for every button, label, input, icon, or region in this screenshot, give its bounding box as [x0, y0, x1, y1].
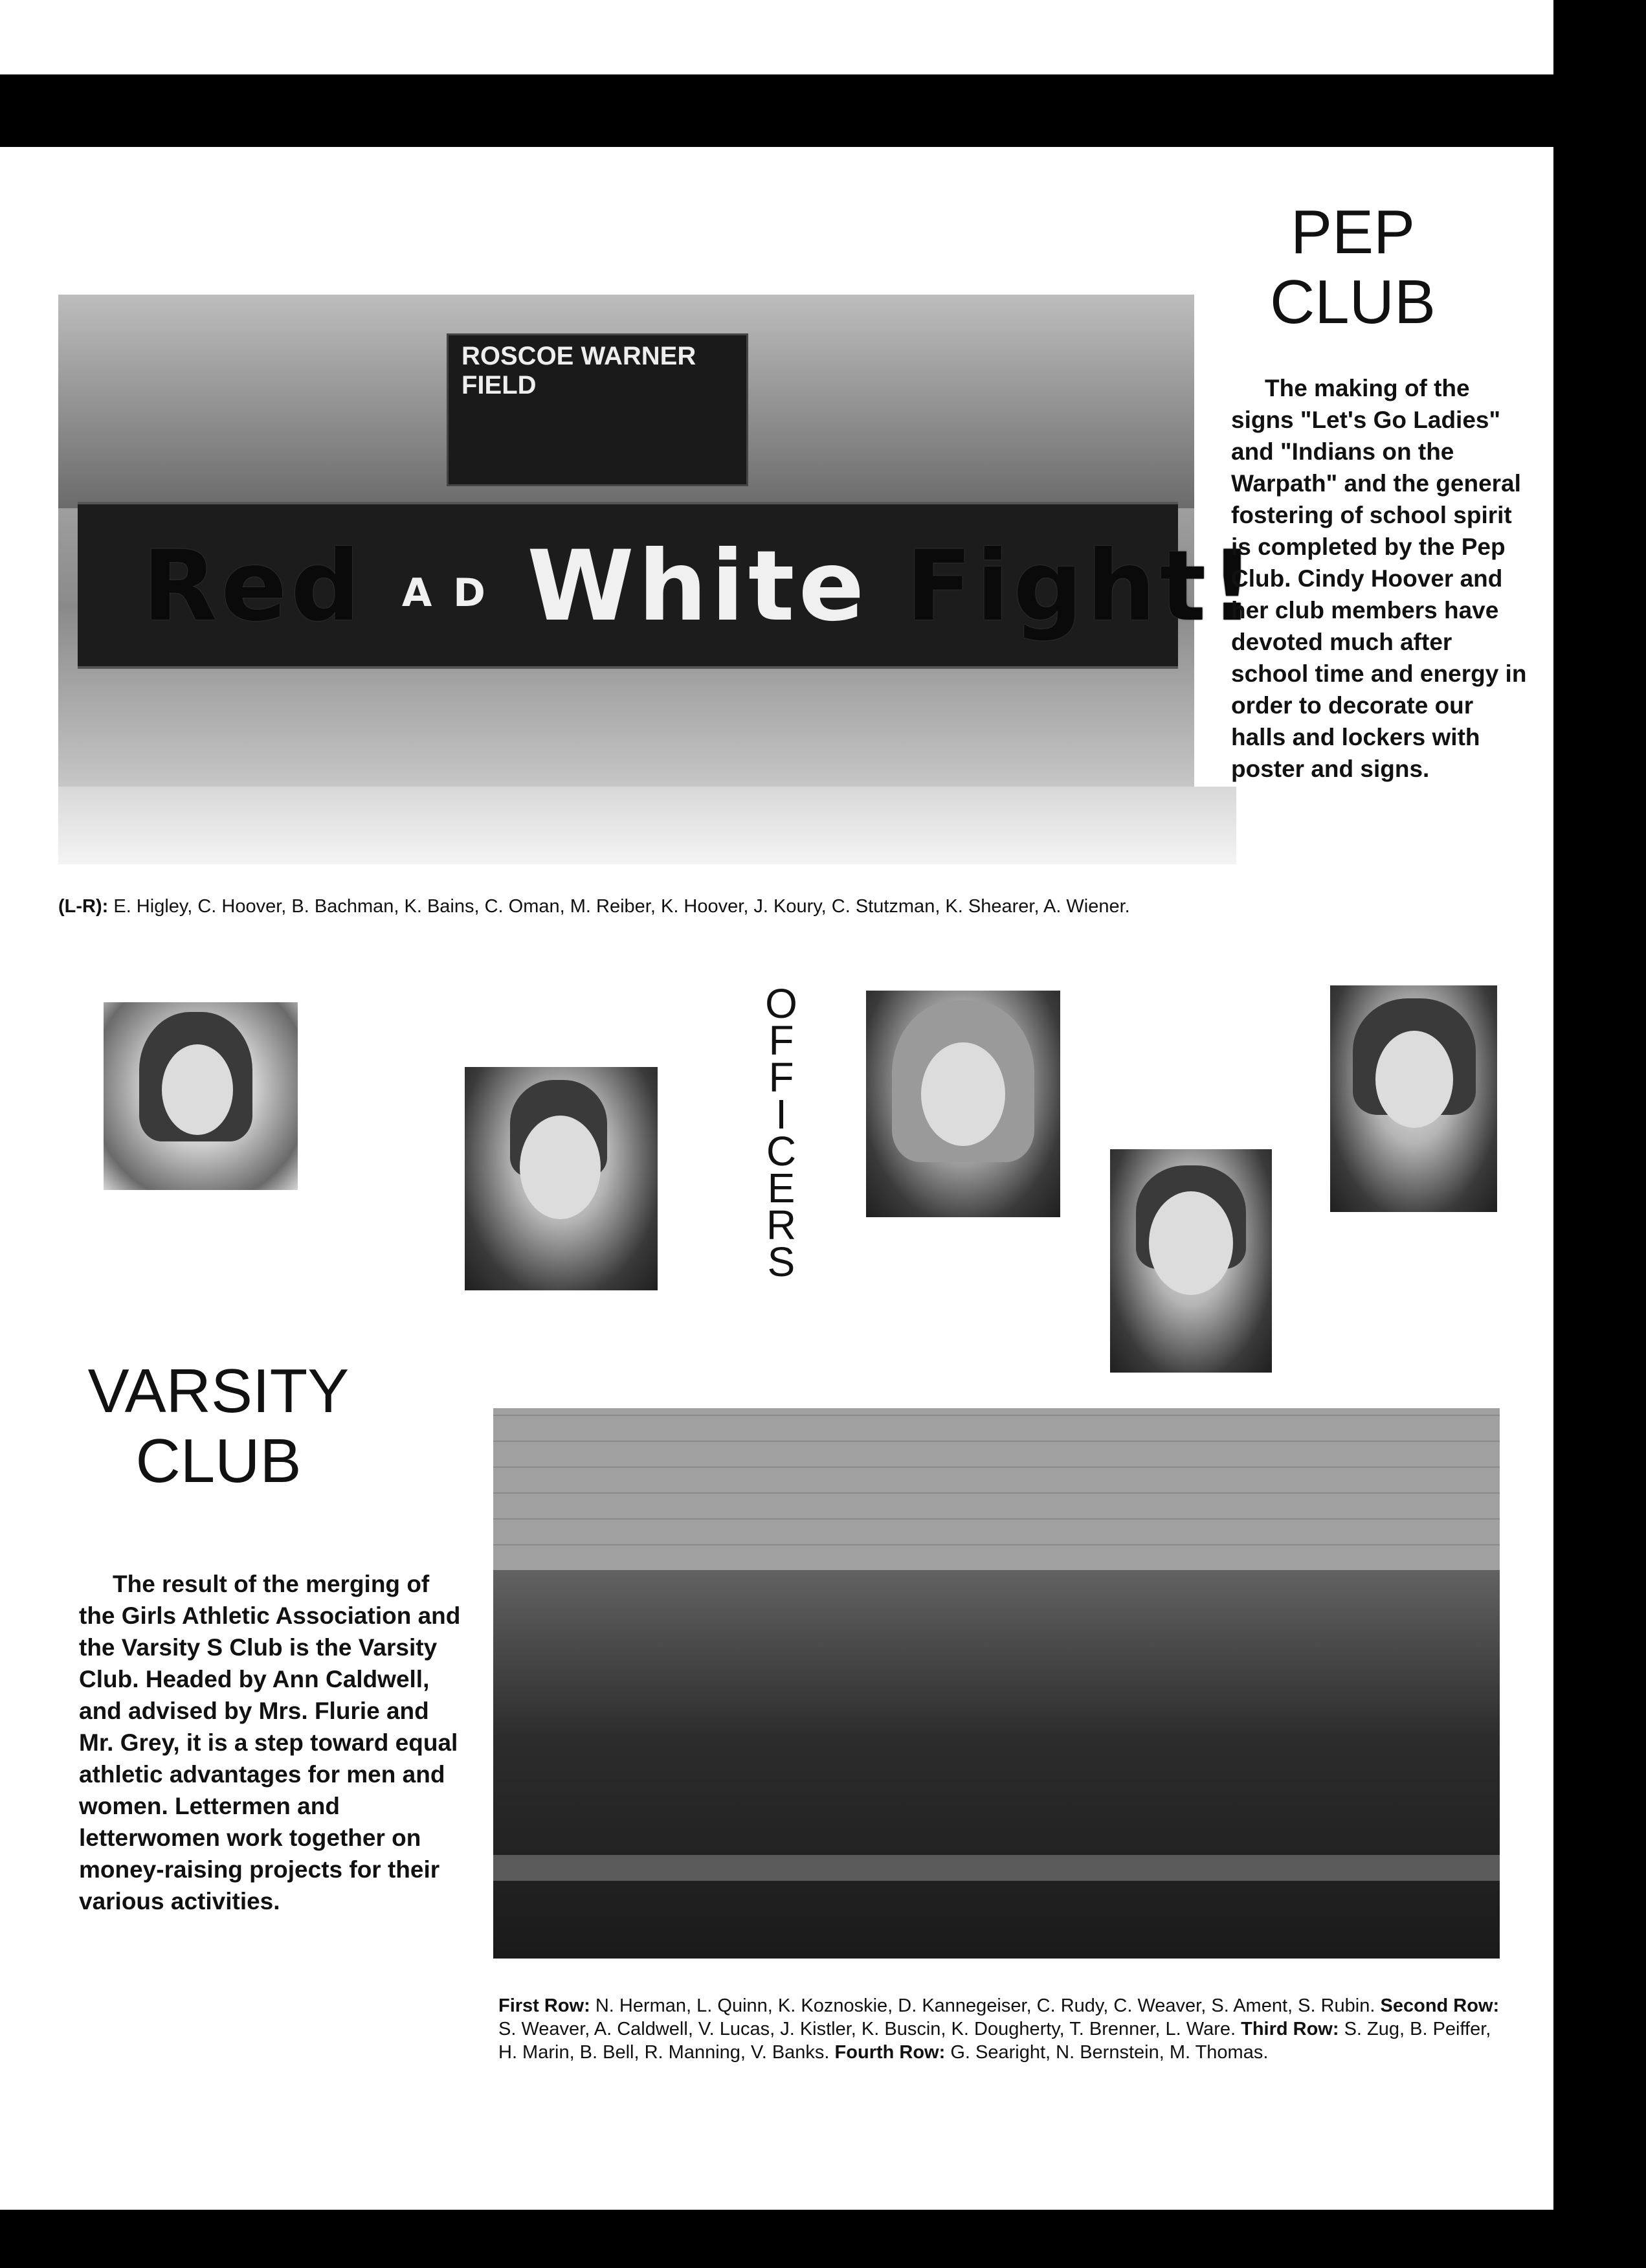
varsity-club-caption	[498, 1994, 1502, 2064]
officers-letter: I	[775, 1091, 787, 1138]
spirit-banner	[78, 502, 1258, 669]
varsity-club-heading	[65, 1356, 372, 1496]
third-row-names: S. Zug, B. Peiffer, H. Marin, B. Bell, R. Manning, V. Banks.	[498, 2019, 1491, 2063]
third-row-label: Third Row:	[1241, 2019, 1339, 2039]
pep-club-photo	[58, 295, 1258, 864]
pep-club-heading-line1: PEP	[1290, 197, 1416, 267]
bleacher	[493, 1855, 1500, 1881]
page-top-border	[0, 74, 1646, 147]
second-row-names: S. Weaver, A. Caldwell, V. Lucas, J. Kistler, K. Buscin, K. Dougherty, T. Brenner, L. Ware.	[498, 2019, 1236, 2039]
officer-portrait-4	[1110, 1149, 1272, 1373]
officer-portrait-3	[866, 991, 1060, 1217]
banner-text	[142, 530, 1258, 643]
snow-ground	[58, 787, 1236, 864]
officers-letter: F	[768, 1017, 794, 1064]
scoreboard	[447, 333, 748, 486]
fourth-row-names: G. Searight, N. Bernstein, M. Thomas.	[945, 2042, 1269, 2063]
officer-portrait-5	[1330, 985, 1497, 1212]
pep-club-heading	[1230, 197, 1476, 337]
page-bottom-border	[0, 2210, 1646, 2268]
officer-portrait-2	[465, 1067, 658, 1290]
officers-vertical-label	[755, 980, 807, 1285]
banner-word-fight: Fight!	[906, 530, 1258, 643]
officer-portrait-1	[104, 1002, 298, 1190]
officers-letter: O	[765, 980, 797, 1027]
gym-wall	[493, 1408, 1500, 1570]
varsity-club-body: The result of the merging of the Girls Athletic Association and the Varsity S Club is the Varsity Club. Headed by Ann Caldwell, and advised by Mrs. Flurie and Mr. Grey, it is a step toward equal athletic advantages for men and women. Lettermen and letterwomen work together on money-raising projects for their various activities.	[79, 1571, 461, 1914]
varsity-club-heading-line2: CLUB	[135, 1426, 302, 1496]
pep-club-body: The making of the signs "Let's Go Ladies" and "Indians on the Warpath" and the general fostering of school spirit is completed by the Pep Club. Cindy Hoover and her club members have devoted much after school time and energy in order to decorate our halls and lockers with poster and signs.	[1231, 375, 1527, 782]
officers-letter: F	[768, 1054, 794, 1101]
page-right-border	[1553, 0, 1646, 2268]
varsity-club-heading-line1: VARSITY	[87, 1356, 350, 1426]
pep-club-caption	[58, 895, 1197, 918]
banner-and: A D	[401, 570, 489, 616]
varsity-club-photo	[493, 1408, 1500, 1959]
pep-club-heading-line2: CLUB	[1269, 267, 1436, 337]
pep-caption-label: (L-R):	[58, 896, 109, 917]
first-row-label: First Row:	[498, 1995, 590, 2016]
banner-word-red: Red	[142, 530, 364, 643]
banner-word-white: White	[527, 530, 869, 643]
pep-caption-names: E. Higley, C. Hoover, B. Bachman, K. Bains, C. Oman, M. Reiber, K. Hoover, J. Koury, C. Stutzman, K. Shearer, A. Wiener.	[108, 896, 1130, 917]
scoreboard-label: ROSCOE WARNER FIELD	[462, 342, 696, 399]
second-row-label: Second Row:	[1380, 1995, 1500, 2016]
officers-letter: S	[767, 1239, 795, 1285]
officers-letter: C	[766, 1128, 797, 1174]
officers-letter: R	[766, 1202, 797, 1248]
fourth-row-label: Fourth Row:	[834, 2042, 946, 2063]
first-row-names: N. Herman, L. Quinn, K. Koznoskie, D. Kannegeiser, C. Rudy, C. Weaver, S. Ament, S. Rubin.	[590, 1995, 1375, 2016]
officers-letter: E	[767, 1165, 795, 1211]
